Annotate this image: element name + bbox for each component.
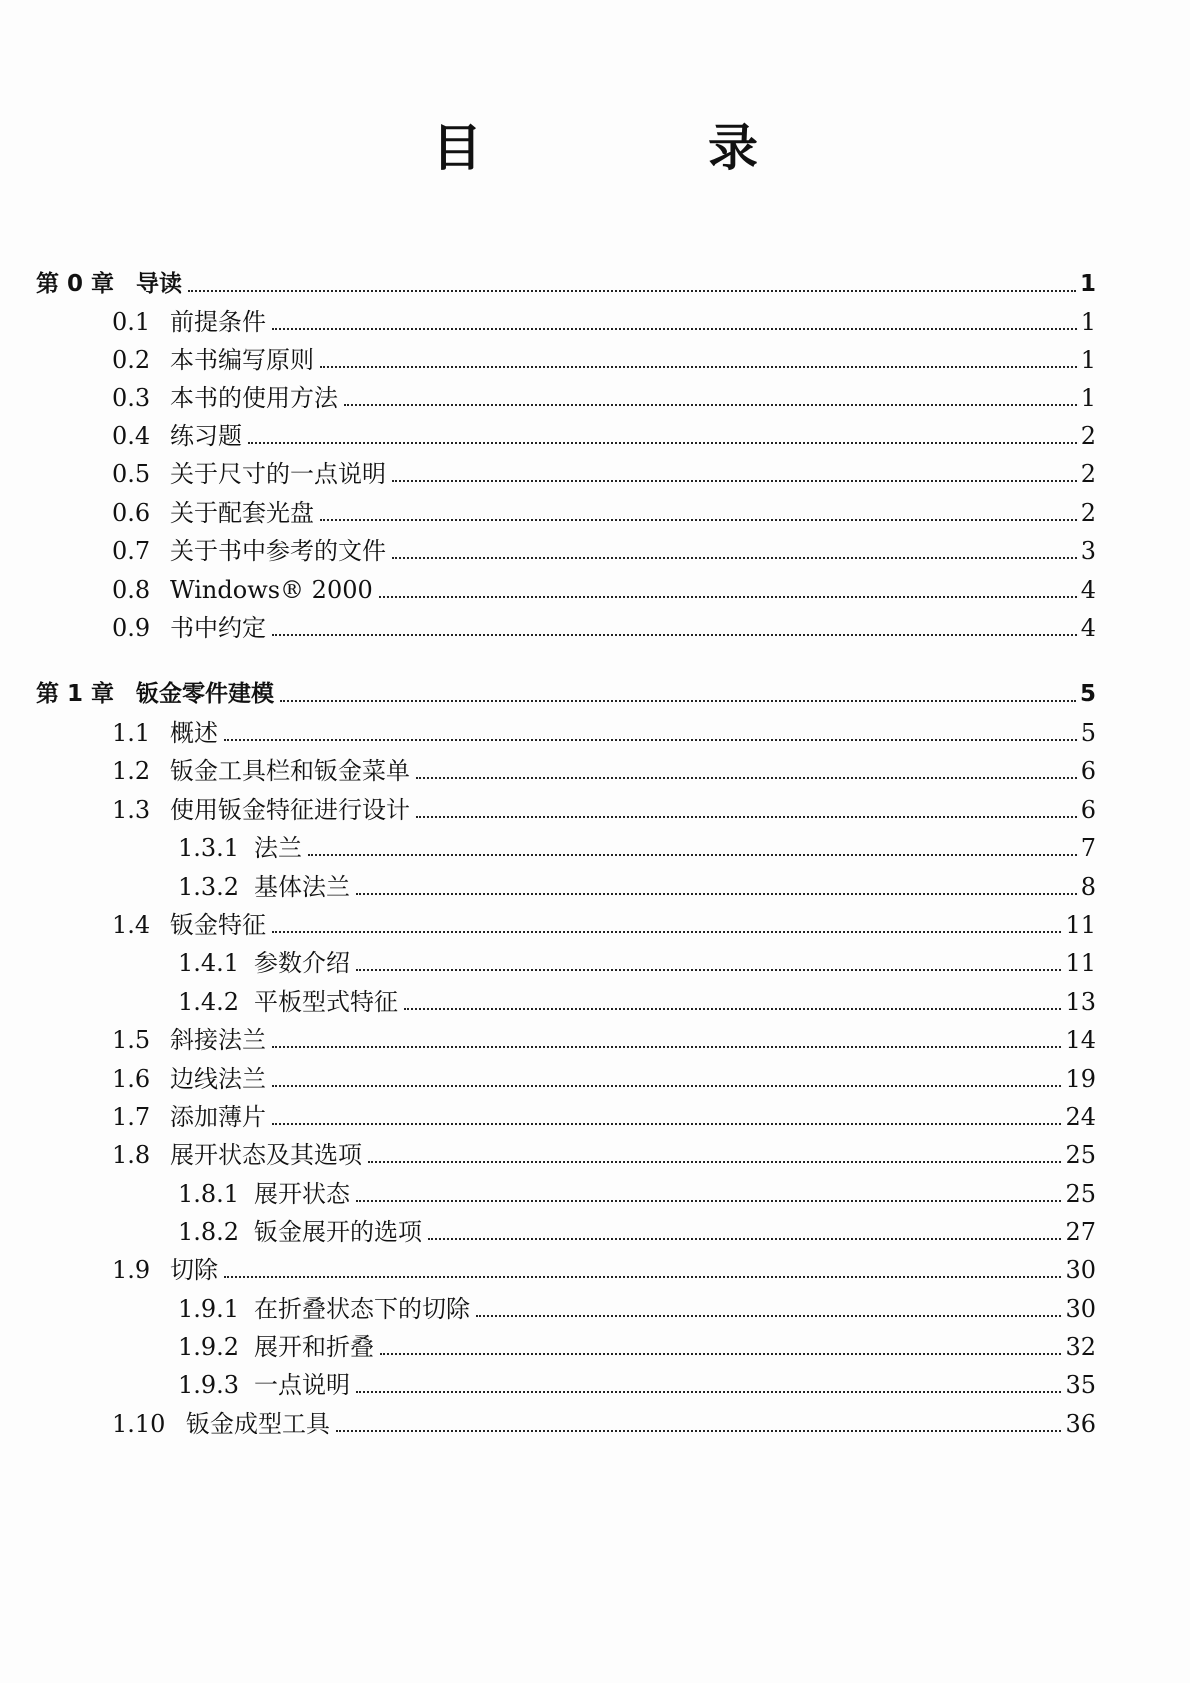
toc-section	[112, 612, 1096, 644]
toc-section	[112, 1139, 1096, 1171]
toc-entry-page: 1	[1080, 308, 1096, 336]
toc-entry-page: 35	[1065, 1371, 1096, 1399]
dot-leader	[320, 366, 1077, 368]
toc-section	[112, 382, 1096, 414]
dot-leader	[392, 480, 1077, 482]
toc-entry-page: 25	[1065, 1180, 1096, 1208]
page-title: 目 录	[432, 119, 846, 177]
toc-entry-page: 24	[1065, 1103, 1096, 1131]
toc-section	[112, 306, 1096, 338]
toc-entry-page: 19	[1065, 1065, 1096, 1093]
dot-leader	[404, 1008, 1061, 1010]
dot-leader	[380, 1353, 1061, 1355]
toc-entry-page: 11	[1065, 949, 1096, 977]
toc-entry-number: 1.5	[112, 1026, 151, 1054]
toc-entry-page: 5	[1080, 719, 1096, 747]
toc-section	[112, 420, 1096, 452]
toc-entry-page: 3	[1080, 537, 1096, 565]
toc-entry-title: 本书的使用方法	[170, 384, 338, 412]
toc-subsection	[178, 947, 1096, 979]
dot-leader	[356, 893, 1077, 895]
toc-entry-title: 展开状态	[254, 1180, 350, 1208]
toc-entry-title: Windows® 2000	[170, 576, 373, 604]
toc-subsection	[178, 1293, 1096, 1325]
toc-entry-number: 第 0 章	[36, 271, 115, 297]
dot-leader	[379, 596, 1077, 598]
dot-leader	[476, 1315, 1061, 1317]
toc-entry-page: 25	[1065, 1141, 1096, 1169]
toc-section	[112, 1408, 1096, 1440]
toc-entry-title: 钣金零件建模	[136, 681, 274, 707]
toc-entry-number: 0.7	[112, 537, 151, 565]
toc-subsection	[178, 1178, 1096, 1210]
toc-entry-title: 边线法兰	[170, 1065, 266, 1093]
toc-subsection	[178, 1369, 1096, 1401]
toc-entry-page: 32	[1065, 1333, 1096, 1361]
toc-entry-title: 基体法兰	[254, 873, 350, 901]
toc-entry-page: 6	[1080, 796, 1096, 824]
dot-leader	[188, 290, 1076, 292]
toc-entry-number: 1.2	[112, 757, 151, 785]
toc-entry-page: 8	[1080, 873, 1096, 901]
toc-subsection	[178, 1331, 1096, 1363]
toc-entry-title: 平板型式特征	[254, 988, 398, 1016]
toc-entry-number: 1.8	[112, 1141, 151, 1169]
toc-entry-page: 30	[1065, 1295, 1096, 1323]
toc-entry-number: 1.3.1	[178, 834, 240, 862]
toc-entry-page: 14	[1065, 1026, 1096, 1054]
dot-leader	[248, 442, 1077, 444]
toc-entry-number: 1.9	[112, 1256, 151, 1284]
toc-entry-number: 1.4.1	[178, 949, 240, 977]
toc-entry-number: 0.9	[112, 614, 151, 642]
toc-section	[112, 1063, 1096, 1095]
toc-entry-title: 斜接法兰	[170, 1026, 266, 1054]
toc-entry-title: 法兰	[254, 834, 302, 862]
dot-leader	[272, 328, 1077, 330]
toc-subsection	[178, 1216, 1096, 1248]
toc-entry-number: 1.4.2	[178, 988, 240, 1016]
toc-entry-title: 展开状态及其选项	[170, 1141, 362, 1169]
toc-entry-number: 0.2	[112, 346, 151, 374]
toc-entry-title: 关于尺寸的一点说明	[170, 460, 386, 488]
toc-entry-page: 4	[1080, 614, 1096, 642]
toc-entry-number: 第 1 章	[36, 681, 115, 707]
toc-entry-number: 0.1	[112, 308, 151, 336]
toc-section	[112, 1101, 1096, 1133]
toc-section	[112, 497, 1096, 529]
dot-leader	[320, 519, 1077, 521]
dot-leader	[272, 931, 1061, 933]
toc-section	[112, 535, 1096, 567]
toc-section	[112, 909, 1096, 941]
toc-entry-title: 练习题	[170, 422, 242, 450]
toc-section	[112, 458, 1096, 490]
dot-leader	[344, 404, 1077, 406]
dot-leader	[272, 1123, 1061, 1125]
toc-entry-page: 5	[1079, 681, 1096, 707]
toc-entry-page: 1	[1079, 271, 1096, 297]
toc-entry-number: 1.8.2	[178, 1218, 240, 1246]
toc-section	[112, 574, 1096, 606]
toc-entry-number: 1.10	[112, 1410, 166, 1438]
dot-leader	[356, 969, 1061, 971]
toc-chapter	[36, 678, 1096, 710]
toc-entry-title: 切除	[170, 1256, 218, 1284]
toc-entry-title: 关于书中参考的文件	[170, 537, 386, 565]
toc-entry-page: 2	[1080, 460, 1096, 488]
toc-entry-title: 本书编写原则	[170, 346, 314, 374]
toc-entry-title: 关于配套光盘	[170, 499, 314, 527]
dot-leader	[272, 634, 1077, 636]
toc-entry-title: 一点说明	[254, 1371, 350, 1399]
dot-leader	[392, 557, 1077, 559]
toc-entry-title: 使用钣金特征进行设计	[170, 796, 410, 824]
toc-entry-number: 0.8	[112, 576, 151, 604]
toc-entry-title: 导读	[136, 271, 182, 297]
toc-entry-title: 钣金工具栏和钣金菜单	[170, 757, 410, 785]
dot-leader	[272, 1046, 1061, 1048]
toc-entry-title: 书中约定	[170, 614, 266, 642]
toc-entry-page: 7	[1080, 834, 1096, 862]
toc-section	[112, 794, 1096, 826]
toc-section	[112, 1024, 1096, 1056]
toc-entry-number: 1.9.1	[178, 1295, 240, 1323]
toc-entry-page: 1	[1080, 384, 1096, 412]
toc-entry-page: 6	[1080, 757, 1096, 785]
toc-entry-title: 概述	[170, 719, 218, 747]
toc-entry-number: 1.8.1	[178, 1180, 240, 1208]
toc-entry-number: 1.7	[112, 1103, 151, 1131]
toc-entry-number: 1.6	[112, 1065, 151, 1093]
toc-section	[112, 755, 1096, 787]
dot-leader	[280, 700, 1076, 702]
toc-entry-page: 11	[1065, 911, 1096, 939]
toc-subsection	[178, 986, 1096, 1018]
toc-entry-title: 参数介绍	[254, 949, 350, 977]
dot-leader	[428, 1238, 1061, 1240]
toc-chapter	[36, 268, 1096, 300]
toc-entry-page: 13	[1065, 988, 1096, 1016]
toc-entry-title: 钣金展开的选项	[254, 1218, 422, 1246]
toc-section	[112, 717, 1096, 749]
toc-entry-page: 30	[1065, 1256, 1096, 1284]
toc-entry-title: 展开和折叠	[254, 1333, 374, 1361]
dot-leader	[356, 1200, 1061, 1202]
toc-entry-page: 2	[1080, 422, 1096, 450]
dot-leader	[356, 1391, 1061, 1393]
toc-entry-number: 0.6	[112, 499, 151, 527]
toc-entry-page: 36	[1065, 1410, 1096, 1438]
toc-entry-title: 在折叠状态下的切除	[254, 1295, 470, 1323]
toc-entry-page: 4	[1080, 576, 1096, 604]
dot-leader	[336, 1430, 1061, 1432]
toc-entry-title: 钣金特征	[170, 911, 266, 939]
toc-entry-title: 添加薄片	[170, 1103, 266, 1131]
toc-section	[112, 1254, 1096, 1286]
toc-entry-page: 2	[1080, 499, 1096, 527]
toc-entry-page: 1	[1080, 346, 1096, 374]
dot-leader	[224, 739, 1077, 741]
toc-subsection	[178, 832, 1096, 864]
toc-section	[112, 344, 1096, 376]
toc-entry-number: 1.3.2	[178, 873, 240, 901]
dot-leader	[416, 777, 1077, 779]
toc-entry-number: 1.9.2	[178, 1333, 240, 1361]
toc-entry-number: 1.9.3	[178, 1371, 240, 1399]
toc-entry-title: 前提条件	[170, 308, 266, 336]
toc-entry-title: 钣金成型工具	[186, 1410, 330, 1438]
dot-leader	[272, 1085, 1061, 1087]
toc-entry-number: 1.4	[112, 911, 151, 939]
toc-entry-number: 1.1	[112, 719, 151, 747]
dot-leader	[308, 854, 1077, 856]
dot-leader	[224, 1276, 1061, 1278]
toc-entry-number: 1.3	[112, 796, 151, 824]
toc-entry-number: 0.4	[112, 422, 151, 450]
dot-leader	[416, 816, 1077, 818]
toc-entry-page: 27	[1065, 1218, 1096, 1246]
toc-subsection	[178, 871, 1096, 903]
toc-entry-number: 0.5	[112, 460, 151, 488]
dot-leader	[368, 1161, 1061, 1163]
toc-entry-number: 0.3	[112, 384, 151, 412]
